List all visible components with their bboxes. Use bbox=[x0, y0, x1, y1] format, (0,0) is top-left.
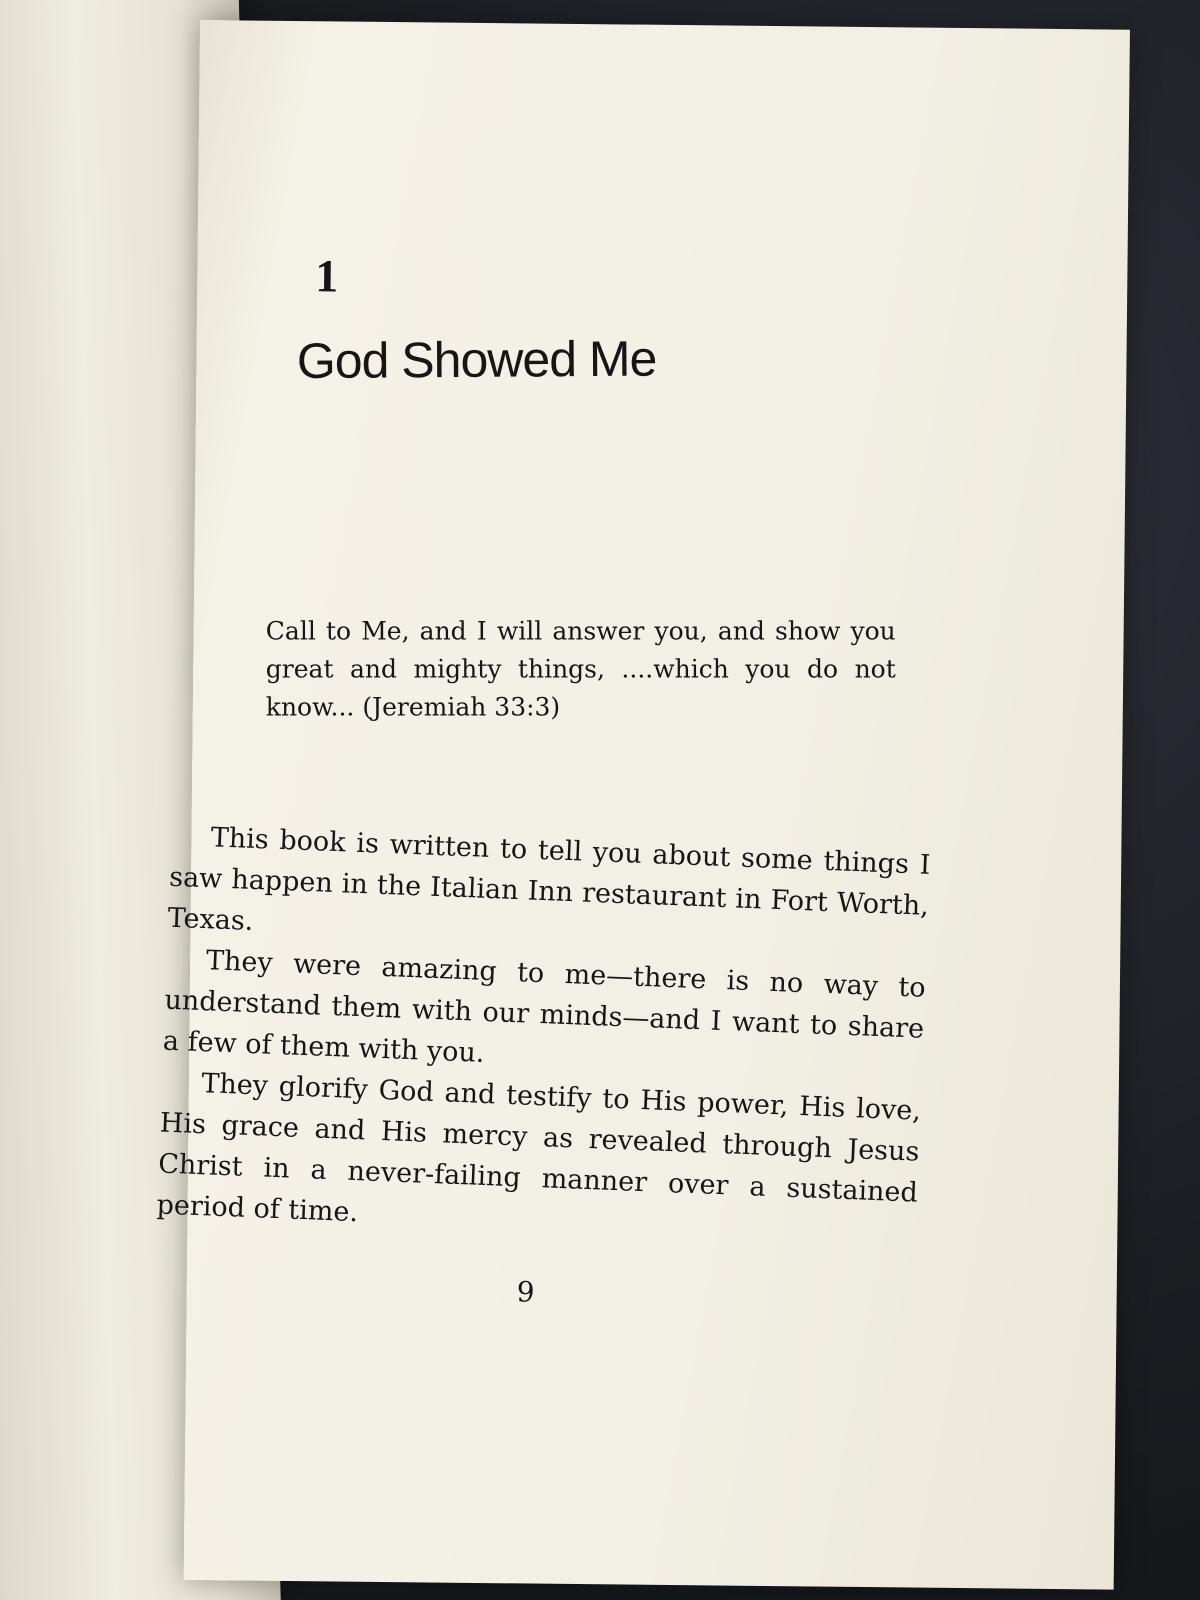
paragraph: They glorify God and testify to His power, His love, His grace and His mercy as revealed through Jesus Christ in a never-failing manner over a sustained period of time. bbox=[156, 1068, 922, 1229]
chapter-number: 1 bbox=[315, 250, 339, 302]
body-text bbox=[156, 816, 931, 1255]
paragraph: This book is written to tell you about some things I saw happen in the Italian Inn restaurant in Fort Worth, Texas. bbox=[167, 822, 931, 937]
chapter-title: God Showed Me bbox=[296, 330, 657, 390]
epigraph-quote: Call to Me, and I will answer you, and show you great and mighty things, ....which you do not know... (Jeremiah 33:3) bbox=[265, 616, 896, 722]
page-content bbox=[156, 20, 1130, 1590]
paragraph: They were amazing to me—there is no way to understand them with our minds—and I want to share a few of them with you. bbox=[162, 945, 927, 1069]
page-number: 9 bbox=[516, 1275, 536, 1309]
book-page bbox=[156, 20, 1130, 1590]
